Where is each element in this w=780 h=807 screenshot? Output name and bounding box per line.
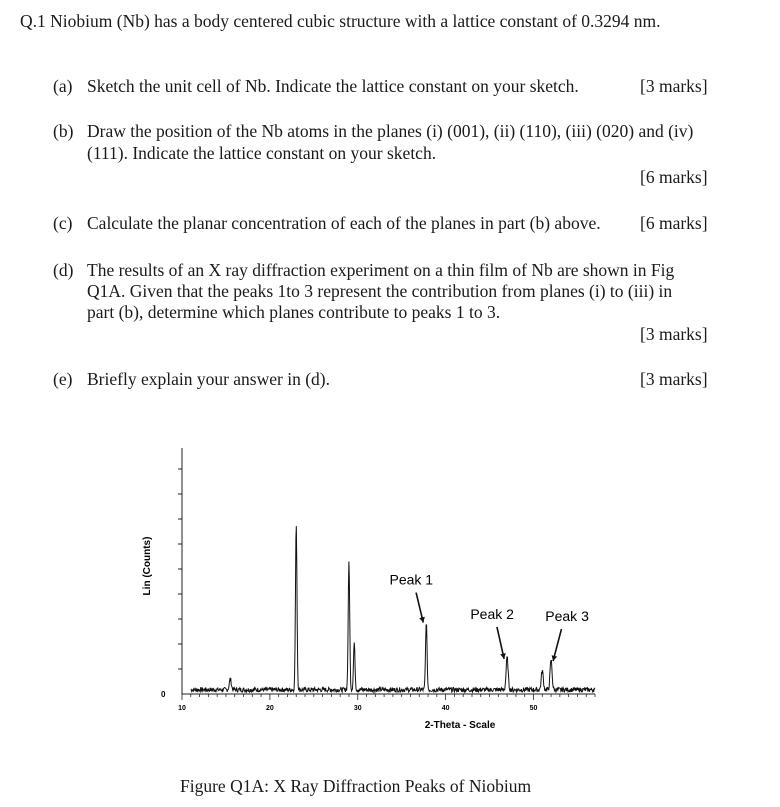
part-c-label: (c)	[53, 213, 73, 233]
part-a-marks: [3 marks]	[640, 76, 708, 96]
peak-label: Peak 2	[470, 605, 514, 622]
part-c-line-1: Calculate the planar concentration of each of the planes in part (b) above.	[87, 213, 601, 233]
part-d-label: (d)	[53, 260, 74, 280]
part-d-line-2: Q1A. Given that the peaks 1to 3 represent the contribution from planes (i) to (iii) in	[87, 281, 673, 301]
x-tick-label: 30	[353, 705, 362, 712]
part-b-line-1: Draw the position of the Nb atoms in the planes (i) (001), (ii) (110), (iii) (020) and (iv)	[87, 121, 694, 141]
figure-caption: Figure Q1A: X Ray Diffraction Peaks of Niobium	[180, 776, 532, 796]
peak-label: Peak 1	[389, 571, 434, 588]
xrd-chart	[130, 440, 610, 740]
part-e-line-1: Briefly explain your answer in (d).	[87, 369, 330, 389]
part-c-marks: [6 marks]	[640, 213, 708, 233]
peak-arrowhead	[419, 617, 425, 623]
part-a-line-1: Sketch the unit cell of Nb. Indicate the lattice constant on your sketch.	[87, 76, 579, 96]
x-axis-label: 2-Theta - Scale	[424, 720, 496, 731]
question-intro: Q.1 Niobium (Nb) has a body centered cubic structure with a lattice constant of 0.3294 nm.	[20, 11, 661, 31]
y-axis-label: Lin (Counts)	[142, 536, 153, 596]
y-axis	[178, 448, 182, 694]
part-b-marks: [6 marks]	[640, 167, 708, 187]
x-axis	[178, 694, 595, 712]
y-zero-label: 0	[161, 690, 166, 699]
peak-arrowhead	[552, 655, 558, 661]
part-a-label: (a)	[53, 76, 73, 96]
part-e-marks: [3 marks]	[640, 369, 708, 389]
part-d-marks: [3 marks]	[640, 324, 708, 344]
part-b-label: (b)	[53, 121, 74, 141]
x-tick-label: 10	[178, 705, 186, 712]
peak-label: Peak 3	[545, 608, 589, 625]
peak-arrowhead	[500, 653, 506, 659]
x-tick-label: 50	[529, 705, 538, 712]
part-d-line-3: part (b), determine which planes contribute to peaks 1 to 3.	[87, 302, 501, 322]
part-d-line-1: The results of an X ray diffraction experiment on a thin film of Nb are shown in Fig	[87, 260, 675, 280]
part-e-label: (e)	[53, 369, 73, 389]
x-tick-label: 40	[441, 705, 450, 712]
x-tick-label: 20	[265, 705, 274, 712]
diffraction-trace	[191, 526, 595, 692]
part-b-line-2: (111). Indicate the lattice constant on your sketch.	[87, 143, 437, 163]
